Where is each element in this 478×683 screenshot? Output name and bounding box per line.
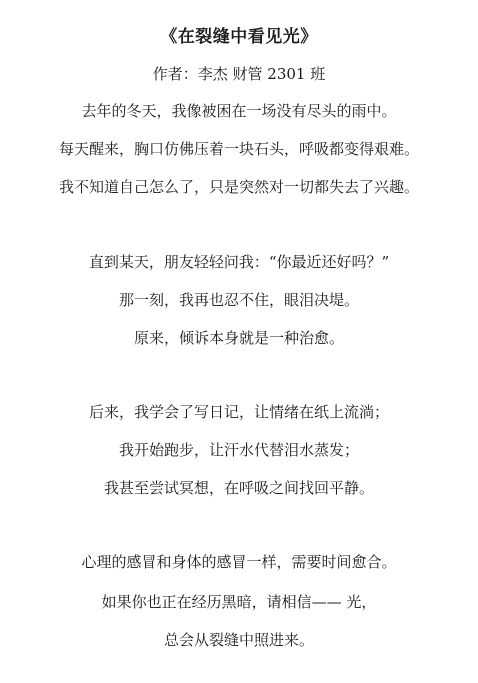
poem-line: 总会从裂缝中照进来。 <box>163 631 314 649</box>
poem-line: 我甚至尝试冥想，在呼吸之间找回平静。 <box>103 479 374 497</box>
poem-line: 原来，倾诉本身就是一种治愈。 <box>133 329 344 347</box>
poem-line: 去年的冬天，我像被困在一场没有尽头的雨中。 <box>81 102 397 120</box>
author-line: 作者：李杰 财管 2301 班 <box>152 65 326 83</box>
poem-line: 我不知道自己怎么了，只是突然对一切都失去了兴趣。 <box>58 178 419 196</box>
poem-line: 每天醒来，胸口仿佛压着一块石头，呼吸都变得艰难。 <box>58 140 419 158</box>
poem-line: 那一刻，我再也忍不住，眼泪决堤。 <box>118 291 359 309</box>
poem-line: 心理的感冒和身体的感冒一样，需要时间愈合。 <box>81 553 397 571</box>
poem-line: 如果你也正在经历黑暗，请相信—— 光， <box>101 593 377 611</box>
poem-title: 《在裂缝中看见光》 <box>160 27 318 47</box>
poem-line: 后来，我学会了写日记，让情绪在纸上流淌； <box>88 403 389 421</box>
poem-line: 我开始跑步，让汗水代替泪水蒸发； <box>118 441 359 459</box>
poem-line: 直到某天，朋友轻轻问我：“你最近还好吗？” <box>88 253 390 271</box>
